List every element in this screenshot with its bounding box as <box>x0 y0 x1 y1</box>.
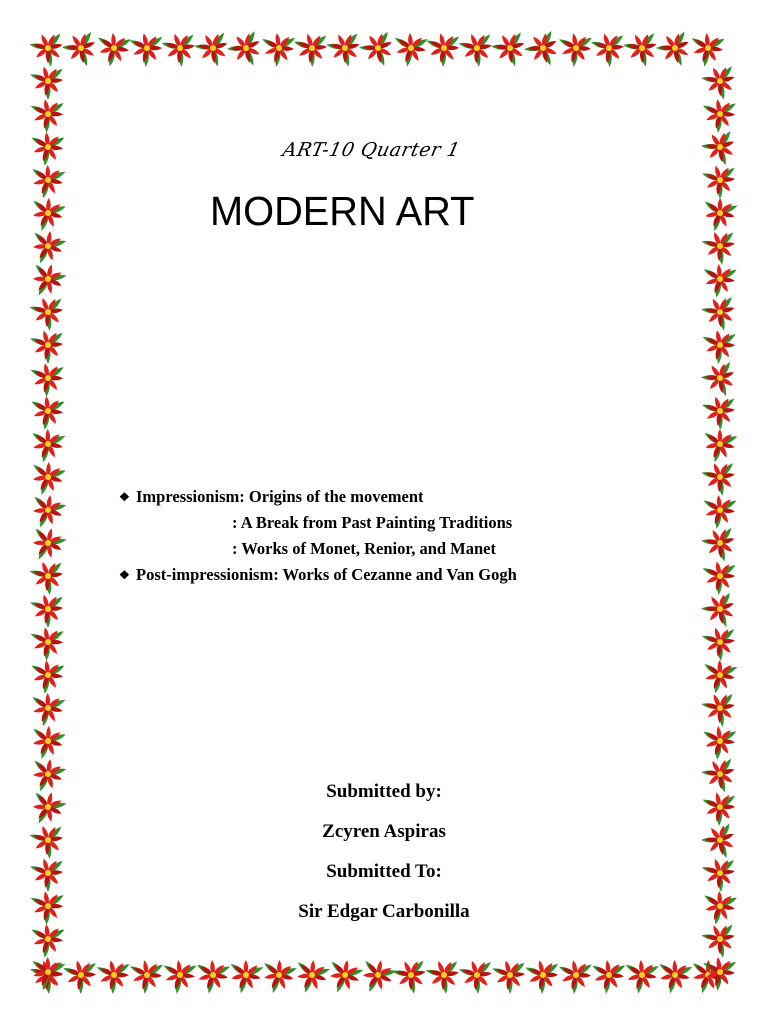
poinsettia-flower-icon <box>584 24 629 71</box>
poinsettia-flower-icon <box>694 320 742 369</box>
poinsettia-flower-icon <box>583 949 631 998</box>
poinsettia-flower-icon <box>696 222 740 268</box>
poinsettia-flower-icon <box>253 22 301 71</box>
topic-subitem-works: : Works of Monet, Renior, and Manet <box>232 539 496 558</box>
poinsettia-flower-icon <box>22 418 71 468</box>
poinsettia-flower-icon <box>696 454 739 499</box>
submission-credits <box>0 772 768 932</box>
poinsettia-flower-icon <box>23 584 69 631</box>
poinsettia-flower-icon <box>22 154 71 204</box>
poinsettia-flower-icon <box>24 288 68 334</box>
poinsettia-flower-icon <box>56 950 102 998</box>
poinsettia-flower-icon <box>154 949 203 998</box>
poinsettia-flower-icon <box>22 682 71 732</box>
poinsettia-flower-icon <box>121 949 169 998</box>
diamond-bullet-icon: ❖ <box>119 568 130 582</box>
poinsettia-flower-icon <box>695 155 741 202</box>
poinsettia-flower-icon <box>156 24 200 70</box>
poinsettia-flower-icon <box>694 715 742 764</box>
poinsettia-flower-icon <box>694 88 742 137</box>
submitted-by-label: Submitted by: <box>326 781 442 802</box>
submitted-to-label: Submitted To: <box>326 861 442 882</box>
poinsettia-flower-icon <box>453 24 497 70</box>
poinsettia-flower-icon <box>694 649 743 699</box>
poinsettia-flower-icon <box>88 950 135 998</box>
poinsettia-flower-icon <box>220 949 270 999</box>
poinsettia-flower-icon <box>488 27 528 69</box>
poinsettia-flower-icon <box>518 950 565 998</box>
poinsettia-flower-icon <box>654 28 691 67</box>
poinsettia-flower-icon <box>287 24 333 71</box>
topics-list <box>119 484 517 588</box>
poinsettia-flower-icon <box>694 253 743 302</box>
poinsettia-flower-icon <box>187 949 236 999</box>
poinsettia-flower-icon <box>385 22 434 72</box>
poinsettia-flower-icon <box>550 949 598 998</box>
diamond-bullet-icon: ❖ <box>119 490 130 504</box>
poinsettia-flower-icon <box>22 484 72 533</box>
poinsettia-flower-icon <box>22 451 72 501</box>
submitted-by-name: Zcyren Aspiras <box>322 821 446 842</box>
poinsettia-flower-icon <box>699 589 736 629</box>
poinsettia-flower-icon <box>682 949 732 999</box>
poinsettia-flower-icon <box>88 22 137 72</box>
page-title: MODERN ART <box>210 188 475 234</box>
poinsettia-flower-icon <box>695 618 740 665</box>
poinsettia-flower-icon <box>697 290 738 333</box>
poinsettia-flower-icon <box>25 25 68 69</box>
poinsettia-flower-icon <box>697 59 739 103</box>
submitted-to-name: Sir Edgar Carbonilla <box>298 901 470 922</box>
topic-item-impressionism: ❖ Impressionism: Origins of the movement <box>119 484 517 510</box>
poinsettia-flower-icon <box>22 517 71 566</box>
poinsettia-flower-icon <box>22 187 72 237</box>
poinsettia-flower-icon <box>121 23 168 71</box>
poinsettia-flower-icon <box>420 951 464 997</box>
poinsettia-flower-icon <box>322 25 364 69</box>
topic-subitem-break: : A Break from Past Painting Traditions <box>232 513 513 532</box>
poinsettia-flower-icon <box>22 617 70 666</box>
poinsettia-flower-icon <box>22 385 71 434</box>
poinsettia-flower-icon <box>699 358 737 398</box>
poinsettia-flower-icon <box>24 552 68 598</box>
poinsettia-flower-icon <box>22 220 72 269</box>
course-subtitle: ART-10 Quarter 1 <box>280 139 462 161</box>
poinsettia-flower-icon <box>23 320 69 367</box>
poinsettia-flower-icon <box>619 26 661 70</box>
poinsettia-flower-icon <box>22 353 70 402</box>
poinsettia-flower-icon <box>22 946 71 996</box>
poinsettia-flower-icon <box>191 26 231 68</box>
poinsettia-flower-icon <box>697 521 738 564</box>
poinsettia-flower-icon <box>649 949 698 999</box>
poinsettia-flower-icon <box>616 949 665 999</box>
poinsettia-flower-icon <box>23 951 68 998</box>
poinsettia-flower-icon <box>226 29 261 67</box>
poinsettia-flower-icon <box>22 715 72 765</box>
poinsettia-flower-icon <box>695 387 741 434</box>
poinsettia-flower-icon <box>22 253 71 302</box>
topic-item-post-impressionism: ❖ Post-impressionism: Works of Cezanne and Van Gogh <box>119 562 517 588</box>
poinsettia-flower-icon <box>253 949 303 999</box>
poinsettia-flower-icon <box>694 418 744 468</box>
poinsettia-flower-icon <box>357 28 394 68</box>
poinsettia-flower-icon <box>694 484 743 533</box>
poinsettia-flower-icon <box>524 29 558 66</box>
poinsettia-flower-icon <box>694 551 741 599</box>
poinsettia-flower-icon <box>485 950 531 997</box>
poinsettia-flower-icon <box>286 949 336 999</box>
poinsettia-flower-icon <box>550 22 598 71</box>
poinsettia-flower-icon <box>22 89 70 138</box>
poinsettia-flower-icon <box>696 685 739 730</box>
poinsettia-flower-icon <box>419 23 466 71</box>
poinsettia-flower-icon <box>23 56 69 103</box>
poinsettia-flower-icon <box>452 951 497 998</box>
poinsettia-flower-icon <box>682 22 731 71</box>
poinsettia-flower-icon <box>694 187 744 237</box>
poinsettia-flower-icon <box>319 949 369 998</box>
poinsettia-flower-icon <box>352 949 402 998</box>
poinsettia-flower-icon <box>694 946 742 995</box>
poinsettia-flower-icon <box>22 649 71 698</box>
poinsettia-flower-icon <box>60 28 98 68</box>
poinsettia-flower-icon <box>388 952 431 996</box>
